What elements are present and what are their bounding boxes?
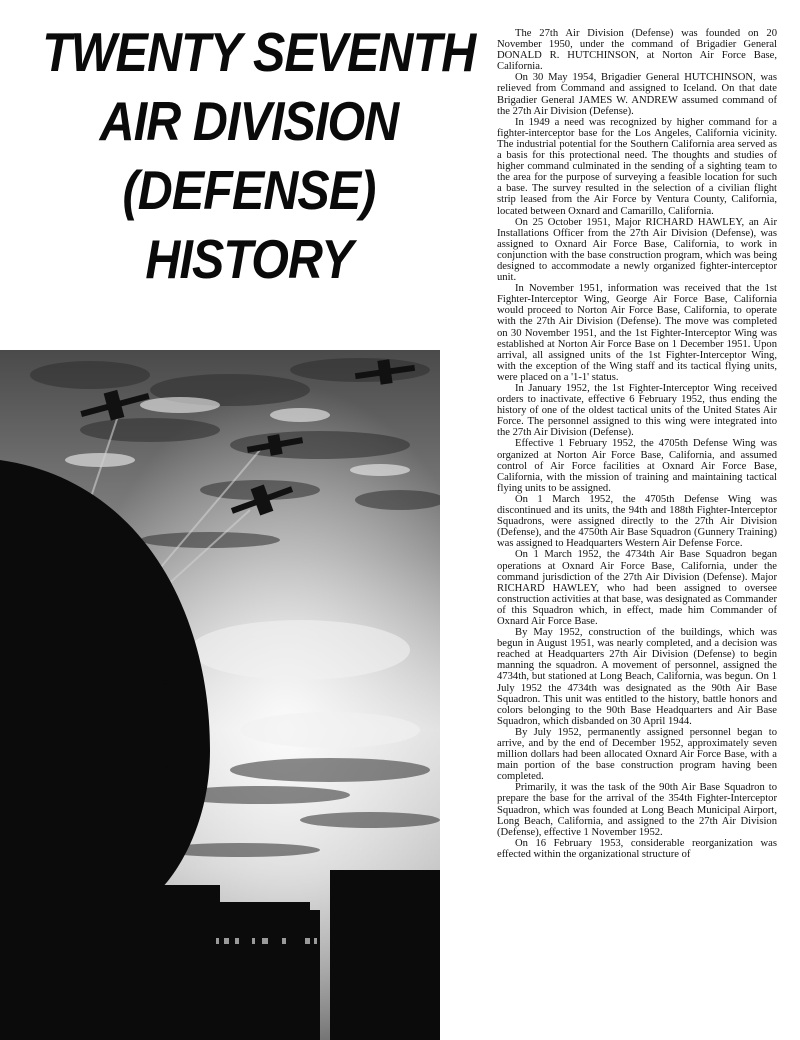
- photo-aircraft-over-radar-dome: [0, 350, 440, 1040]
- paragraph: The 27th Air Division (Defense) was founded on 20 November 1950, under the command of Brigadier General DONALD R. HUTCHINSON, at Norton Air Force Base, California.: [497, 28, 777, 73]
- paragraph: On 25 October 1951, Major RICHARD HAWLEY, an Air Installations Officer from the 27th Air Division (Defense), was assigned to Oxnard Air Force Base, California, to work in conjunction with the base construction program, which was being designed to accommodate a newly organized fighter-interceptor unit.: [497, 216, 777, 284]
- paragraph: Effective 1 February 1952, the 4705th Defense Wing was organized at Norton Air Force Base, California, and assumed control of Air Force facilities at Oxnard Air Force Base, California, with the mission of training and maintaining tactical flying units to be assigned.: [497, 438, 777, 494]
- paragraph: By July 1952, permanently assigned personnel began to arrive, and by the end of December 1952, approximately seven million dollars had been allocated Oxnard Air Force Base, with a main portion of the base construction program having been completed.: [497, 726, 777, 783]
- paragraph: By May 1952, construction of the buildings, which was begun in August 1951, was nearly completed, and a decision was reached at Headquarters 27th Air Division (Defense) to begin manning the squadron. A movement of personnel, assigned the 4734th, but stationed at Long Beach, California, was begun. On 1 July 1952 the 4734th was designated as the 90th Air Base Squadron. This unit was entitled to the history, battle honors and colors belonging to the 90th Base Headquarters and Air Base Squadron, which disbanded on 30 April 1944.: [497, 627, 777, 727]
- paragraph: In November 1951, information was received that the 1st Fighter-Interceptor Wing, George Air Force Base, California would proceed to Norton Air Force Base, California, to operate with the 27th Air Division (Defense). The move was completed on 30 November 1951, and the 1st Fighter-Interceptor Wing was established at Norton Air Force Base on 1 December 1951. Upon arrival, all assigned units of the 1st Fighter-Interceptor Wing, with the exception of the Wing staff and its tactical flying units, were placed on a '1-1' status.: [497, 283, 777, 383]
- history-text-column: [497, 28, 777, 860]
- paragraph: On 16 February 1953, considerable reorganization was effected within the organizational structure of: [497, 837, 777, 860]
- paragraph: In 1949 a need was recognized by higher command for a fighter-interceptor base for the Los Angeles, California vicinity. The industrial potential for the Southern California area served as a basis for this protectional need. The thoughts and studies of higher command culminated in the sending of a sighting team to the area for the purpose of surveying a feasible location for such a base. The survey resulted in the selection of a civilian flight strip leased from the Air Force by Ventura County, California, located between Oxnard and Camarillo, California.: [497, 116, 777, 217]
- paragraph: On 30 May 1954, Brigadier General HUTCHINSON, was relieved from Command and assigned to Iceland. On that date Brigadier General JAMES W. ANDREW assumed command of the 27th Air Division (Defense).: [497, 72, 777, 117]
- title-line-1: TWENTY SEVENTH: [42, 21, 476, 83]
- paragraph: In January 1952, the 1st Fighter-Interceptor Wing received orders to inactivate, effective 6 February 1952, thus ending the history of one of the oldest tactical units of the United States Air Force. The personnel assigned to this wing were integrated into the 27th Air Division (Defense).: [497, 383, 777, 439]
- title-line-2: AIR DIVISION: [99, 90, 399, 152]
- paragraph: On 1 March 1952, the 4734th Air Base Squadron began operations at Oxnard Air Force Base, California, under the command jurisdiction of the 27th Air Division (Defense). Major RICHARD HAWLEY, who had been assigned to oversee construction activities at that base, was designated as Commander of this Squadron which, in effect, made him Commander of Oxnard Air Force Base.: [497, 549, 777, 627]
- title-line-3: (DEFENSE): [122, 159, 376, 221]
- paragraph: On 1 March 1952, the 4705th Defense Wing was discontinued and its units, the 94th and 188th Fighter-Interceptor Squadrons, were assigned directly to the 27th Air Division (Defense), and the 4750th Air Base Squadron (Gunnery Training) was assigned to Headquarters Western Air Defense Force.: [497, 493, 777, 550]
- title-line-4: HISTORY: [145, 228, 353, 290]
- paragraph: Primarily, it was the task of the 90th Air Base Squadron to prepare the base for the arrival of the 354th Fighter-Interceptor Squadron, which was founded at Long Beach Municipal Airport, Long Beach, California, and assigned to the 27th Air Division (Defense), effective 1 November 1952.: [497, 782, 777, 838]
- page-title: [42, 18, 476, 294]
